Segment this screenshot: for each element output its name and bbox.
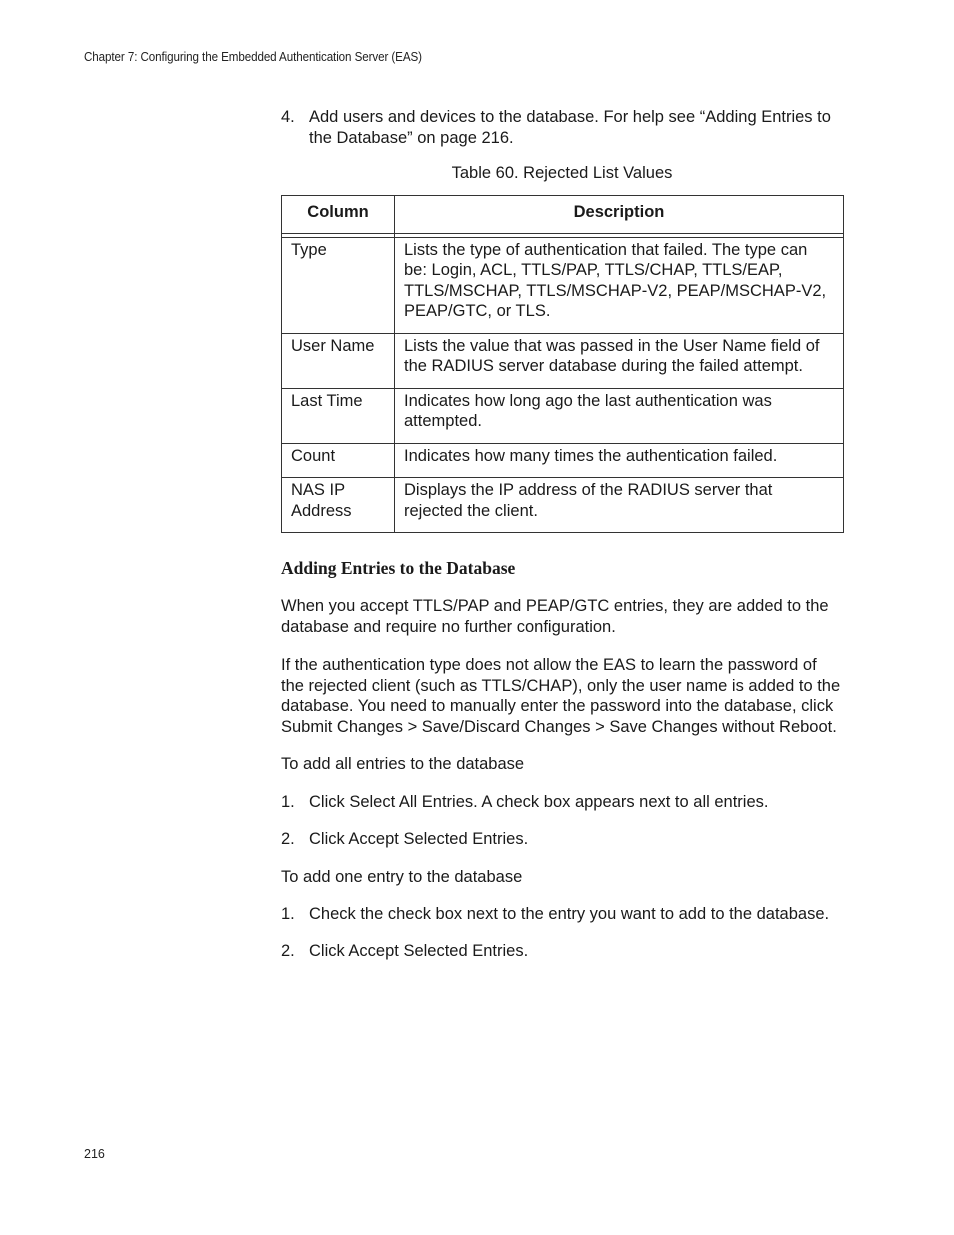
intro-step: [281, 107, 843, 148]
procedure-step: [281, 829, 843, 850]
table-row: [282, 333, 844, 388]
rejected-list-table: [281, 195, 844, 533]
step-number: 4.: [281, 108, 295, 126]
row-column: Last Time: [282, 388, 395, 443]
procedure-step: [281, 941, 843, 962]
table-row: [282, 237, 844, 333]
row-description: Indicates how many times the authentication failed.: [395, 443, 844, 478]
table-row: [282, 478, 844, 533]
procedure-intro: To add all entries to the database: [281, 755, 525, 773]
row-column: NAS IP Address: [282, 478, 395, 533]
table-caption: Table 60. Rejected List Values: [451, 164, 673, 182]
row-column: User Name: [282, 333, 395, 388]
description-header: Description: [395, 196, 844, 234]
column-header: Column: [282, 196, 395, 234]
table-header-row: [282, 196, 844, 234]
paragraph: If the authentication type does not allow the EAS to learn the password of the rejected client (such as TTLS/CHAP), only the user name is added to the database. You need to manually enter the password into the database, click Submit Changes > Save/Discard Changes > Save Changes without Reboot.: [281, 656, 841, 736]
page-number: 216: [84, 1147, 105, 1161]
row-description: Displays the IP address of the RADIUS server that rejected the client.: [395, 478, 844, 533]
step-text: Click Accept Selected Entries.: [309, 941, 529, 960]
section-title: Adding Entries to the Database: [281, 558, 516, 578]
paragraph: When you accept TTLS/PAP and PEAP/GTC entries, they are added to the database and require no further configuration.: [281, 597, 829, 636]
step-text: Click Select All Entries. A check box appears next to all entries.: [309, 792, 769, 811]
table-row: [282, 443, 844, 478]
step-number: 2.: [281, 830, 295, 848]
row-column: Type: [282, 237, 395, 333]
step-text: Click Accept Selected Entries.: [309, 830, 529, 848]
row-description: Indicates how long ago the last authentication was attempted.: [395, 388, 844, 443]
step-text: Add users and devices to the database. For help see “Adding Entries to the Database” on page 216.: [309, 108, 831, 147]
row-description: Lists the type of authentication that failed. The type can be: Login, ACL, TTLS/PAP, TTLS/CHAP, TTLS/EAP, TTLS/MSCHAP, TTLS/MSCHAP-V2, PEAP/MSCHAP-V2, PEAP/GTC, or TLS.: [395, 237, 844, 333]
table-row: [282, 388, 844, 443]
step-number: 1.: [281, 905, 295, 923]
chapter-header: Chapter 7: Configuring the Embedded Authentication Server (EAS): [84, 50, 422, 64]
page-content: [281, 107, 843, 961]
procedure-step: [281, 904, 843, 925]
row-column: Count: [282, 443, 395, 478]
step-text: Check the check box next to the entry you want to add to the database.: [309, 905, 830, 923]
step-number: 1.: [281, 792, 295, 811]
procedure-intro: To add one entry to the database: [281, 867, 523, 886]
row-description: Lists the value that was passed in the User Name field of the RADIUS server database during the failed attempt.: [395, 333, 844, 388]
step-number: 2.: [281, 941, 295, 960]
procedure-step: [281, 792, 843, 813]
